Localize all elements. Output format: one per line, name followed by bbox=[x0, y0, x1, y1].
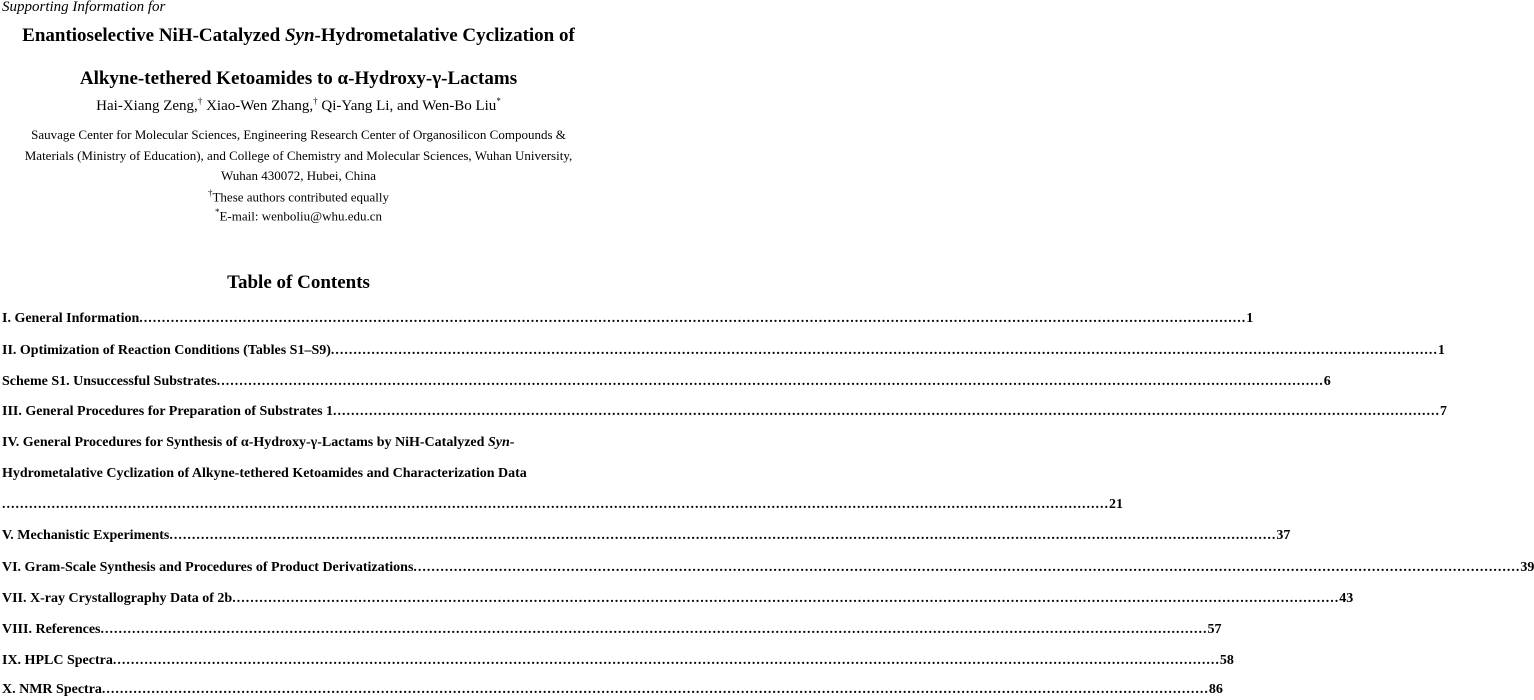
toc-entry-page: 39 bbox=[1520, 560, 1534, 575]
toc-entry-9[interactable] bbox=[2, 622, 1222, 638]
author-3-star: * bbox=[496, 96, 501, 106]
toc-entry-page: 1 bbox=[1246, 311, 1254, 326]
toc-entry-label: II. Optimization of Reaction Conditions (Tables S1–S9) bbox=[2, 343, 331, 358]
toc-entry-page: 1 bbox=[1437, 343, 1445, 358]
email-link[interactable]: E-mail: wenboliu@whu.edu.cn bbox=[219, 208, 383, 224]
toc-entry-page: 43 bbox=[1339, 591, 1354, 606]
toc-entry-5-line-1[interactable] bbox=[2, 435, 514, 451]
toc-entry-4[interactable] bbox=[2, 404, 1448, 420]
author-list bbox=[0, 96, 597, 115]
author-3: Qi-Yang Li, and Wen-Bo Liu bbox=[317, 98, 497, 114]
toc-entry-label: X. NMR Spectra bbox=[2, 682, 102, 697]
title-line-1-post: -Hydrometalative Cyclization of bbox=[314, 25, 575, 46]
toc-entry-2[interactable] bbox=[2, 343, 1445, 359]
toc-entry-5-italic: Syn bbox=[487, 435, 510, 450]
author-2: Xiao-Wen Zhang, bbox=[202, 98, 314, 114]
title-line-1 bbox=[0, 25, 597, 47]
toc-entry-1[interactable] bbox=[2, 311, 1254, 327]
toc-entry-page: 58 bbox=[1219, 653, 1234, 668]
toc-entry-label: VI. Gram-Scale Synthesis and Procedures of Product Derivatizations bbox=[2, 560, 414, 575]
toc-leader-dots bbox=[413, 560, 1520, 576]
toc-entry-label: VIII. References bbox=[2, 622, 101, 637]
toc-entry-3[interactable] bbox=[2, 374, 1331, 390]
note-star: * bbox=[214, 207, 220, 217]
title-line-1-italic: Syn bbox=[284, 25, 315, 46]
toc-entry-6[interactable] bbox=[2, 528, 1291, 544]
affiliation-line-3: Wuhan 430072, Hubei, China bbox=[220, 168, 377, 183]
toc-heading: Table of Contents bbox=[227, 272, 370, 293]
toc-entry-label: I. General Information bbox=[2, 311, 140, 326]
toc-entry-page: 7 bbox=[1440, 404, 1448, 419]
toc-entry-page: 21 bbox=[1109, 497, 1123, 512]
title-line-2: Alkyne-tethered Ketoamides to α-Hydroxy-γ-Lactams bbox=[79, 68, 518, 89]
toc-leader-dots bbox=[331, 343, 1438, 359]
toc-entry-page: 86 bbox=[1208, 682, 1223, 697]
equal-contribution-note bbox=[0, 188, 597, 205]
toc-entry-10[interactable] bbox=[2, 653, 1234, 669]
toc-leader-dots bbox=[217, 374, 1324, 390]
toc-leader-dots bbox=[113, 653, 1220, 669]
title-line-1-pre: Enantioselective NiH-Catalyzed bbox=[22, 25, 285, 46]
toc-entry-page: 37 bbox=[1276, 528, 1291, 543]
affiliation-line-1: Sauvage Center for Molecular Sciences, Engineering Research Center of Organosilicon Compounds & bbox=[31, 127, 566, 142]
toc-entry-5-line-3[interactable] bbox=[2, 497, 1123, 513]
toc-leader-dots bbox=[333, 404, 1440, 420]
equal-contribution-text: These authors contributed equally bbox=[212, 189, 390, 205]
supporting-info-label: Supporting Information for bbox=[2, 0, 166, 15]
toc-leader-dots bbox=[101, 622, 1208, 638]
author-1-dagger: † bbox=[197, 96, 203, 106]
author-1: Hai-Xiang Zeng, bbox=[96, 98, 198, 114]
toc-entry-page: 6 bbox=[1323, 374, 1331, 389]
toc-entry-5-pre: IV. General Procedures for Synthesis of α-Hydroxy-γ-Lactams by NiH-Catalyzed bbox=[2, 435, 488, 450]
toc-leader-dots bbox=[102, 682, 1209, 698]
toc-entry-5-post: - bbox=[509, 435, 515, 450]
toc-entry-8[interactable] bbox=[2, 591, 1354, 607]
toc-leader-dots bbox=[2, 497, 1109, 513]
toc-entry-7[interactable] bbox=[2, 560, 1534, 576]
toc-entry-5-line-2[interactable]: Hydrometalative Cyclization of Alkyne-tethered Ketoamides and Characterization Data bbox=[2, 466, 527, 481]
toc-leader-dots bbox=[169, 528, 1276, 544]
toc-entry-11[interactable] bbox=[2, 682, 1223, 698]
author-2-dagger: † bbox=[313, 96, 318, 106]
toc-entry-label: V. Mechanistic Experiments bbox=[2, 528, 170, 543]
toc-entry-page: 57 bbox=[1207, 622, 1222, 637]
toc-entry-label: Scheme S1. Unsuccessful Substrates bbox=[2, 374, 217, 389]
email-note bbox=[0, 207, 597, 224]
note-dagger: † bbox=[207, 188, 213, 198]
toc-entry-label: III. General Procedures for Preparation of Substrates 1 bbox=[2, 404, 334, 419]
affiliation-line-2: Materials (Ministry of Education), and College of Chemistry and Molecular Sciences, Wuhan University, bbox=[24, 148, 573, 163]
toc-entry-label: IX. HPLC Spectra bbox=[2, 653, 113, 668]
toc-entry-label: VII. X-ray Crystallography Data of 2b bbox=[2, 591, 233, 606]
toc-leader-dots bbox=[139, 311, 1246, 327]
toc-leader-dots bbox=[232, 591, 1339, 607]
